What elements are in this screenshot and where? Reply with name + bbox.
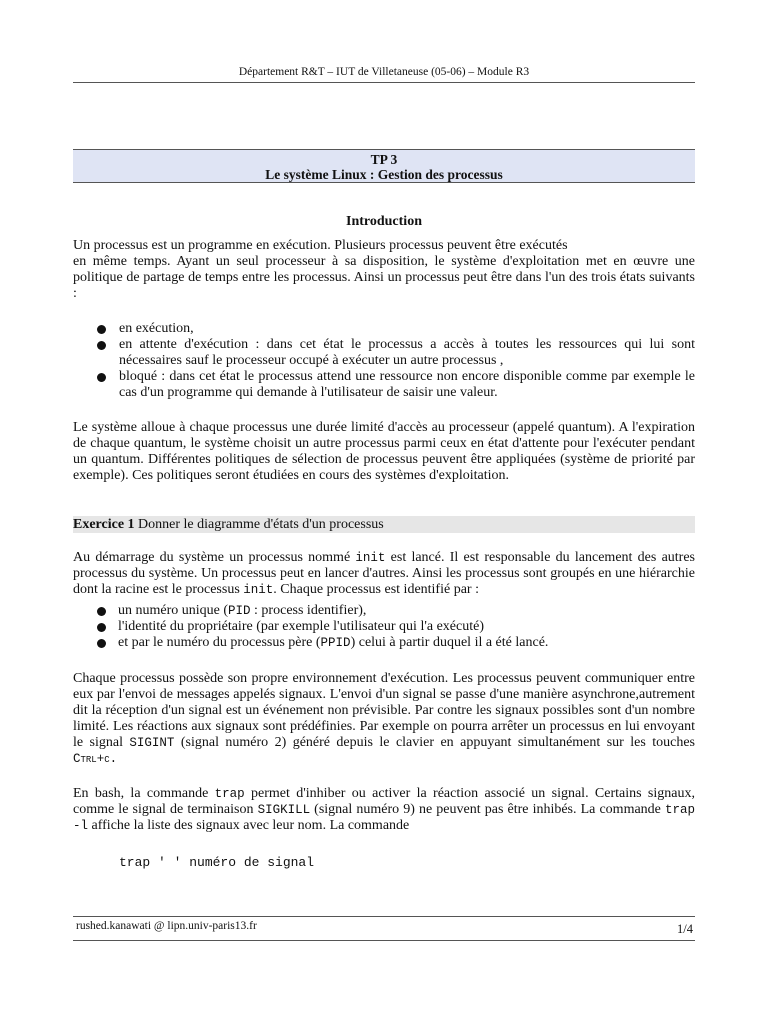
code-sigint: SIGINT [129, 736, 175, 750]
footer-bottom-divider [73, 940, 695, 941]
bullet-icon [97, 325, 106, 334]
code-sigkill: SIGKILL [257, 803, 311, 817]
bullet-icon [97, 639, 106, 648]
signals-paragraph: Chaque processus possède son propre environnement d'exécution. Les processus peuvent communiquer entre eux par l'envoi de messages appelés signaux. L'envoi d'un signal se passe d'une manière asynchrone,autrement dit la réception d'un signal est un événement non prévisible. Par contre les signaux possibles sont d'un nombre limité. Les réactions aux signaux sont prédéfinies. Par exemple on pourra arrêter un processus en lui envoyant le signal SIGINT (signal numéro 2) généré depuis le clavier en appuyant simultanément sur les touches Ctrl+c. [73, 671, 696, 766]
code-pid: PID [228, 604, 251, 618]
code-ppid: PPID [320, 636, 351, 650]
list-item: bloqué : dans cet état le processus attend une ressource non encore disponible comme par exemple le cas d'un programme qui demande à l'utilisateur de saisir une valeur. [73, 369, 695, 401]
list-item: en attente d'exécution : dans cet état le processus a accès à toutes les ressources qui lui sont nécessaires sauf le processeur occupé à exécuter un autre processus , [73, 337, 695, 369]
identifier-list [73, 603, 695, 651]
trap-paragraph: En bash, la commande trap permet d'inhiber ou activer la réaction associé un signal. Certains signaux, comme le signal de terminaison SIGKILL (signal numéro 9) ne peuvent pas être inhibés. La commande trap -l affiche la liste des signaux avec leur nom. La commande [73, 786, 695, 833]
bullet-icon [97, 623, 106, 632]
list-item: en exécution, [73, 321, 695, 337]
init-paragraph: Au démarrage du système un processus nommé init est lancé. Il est responsable du lancement des autres processus du système. Un processus peut en lancer d'autres. Ainsi les processus sont groupés en une hiérarchie dont la racine est le processus init. Chaque processus est identifié par : [73, 550, 695, 597]
bullet-icon [97, 607, 106, 616]
footer-divider [73, 916, 695, 917]
code-trap-l: trap -l [73, 803, 695, 833]
code-init: init [355, 551, 386, 565]
section-title: Introduction [346, 214, 422, 229]
code-trap: trap [214, 787, 245, 801]
bullet-icon [97, 373, 106, 382]
code-example: trap ' ' numéro de signal [119, 855, 315, 870]
header-divider [73, 82, 695, 83]
quantum-paragraph: Le système alloue à chaque processus une durée limité d'accès au processeur (appelé quantum). A l'expiration de chaque quantum, le système choisit un autre processus parmi ceux en état d'attente pour l'exécuter pendant un quantum. Différentes politiques de sélection de processus peuvent être appliquées (système de priorité par exemple). Ces politiques seront étudiées en cours des systèmes d'exploitation. [73, 420, 695, 483]
tp-title: Le système Linux : Gestion des processus [265, 167, 503, 182]
title-box [73, 149, 695, 183]
page-header: Département R&T – IUT de Villetaneuse (05-06) – Module R3 [238, 66, 530, 78]
intro-rest: en même temps. Ayant un seul processeur à sa disposition, le système d'exploitation met en œuvre une politique de partage de temps entre les processus. Ainsi un processus peut être dans l'un des trois états suivants : [73, 254, 695, 301]
exercise-text: Donner le diagramme d'états d'un processus [134, 517, 384, 532]
exercise-label: Exercice 1 [73, 517, 135, 532]
intro-paragraph [73, 238, 695, 302]
author-email: rushed.kanawati @ lipn.univ-paris13.fr [76, 920, 257, 932]
page-number: 1/4 [677, 922, 693, 936]
list-item: un numéro unique (PID : process identifier), [73, 603, 695, 619]
list-item: l'identité du propriétaire (par exemple l'utilisateur qui l'a exécuté) [73, 619, 695, 635]
code-init-2: init [243, 583, 274, 597]
process-states-list [73, 321, 695, 401]
list-item: et par le numéro du processus père (PPID) celui à partir duquel il a été lancé. [73, 635, 695, 651]
bullet-icon [97, 341, 106, 350]
exercise-1 [73, 516, 695, 533]
intro-line-1: Un processus est un programme en exécution. Plusieurs processus peuvent être exécutés [73, 238, 568, 253]
tp-number: TP 3 [370, 152, 398, 167]
keyboard-shortcut: Ctrl+c. [73, 752, 118, 766]
